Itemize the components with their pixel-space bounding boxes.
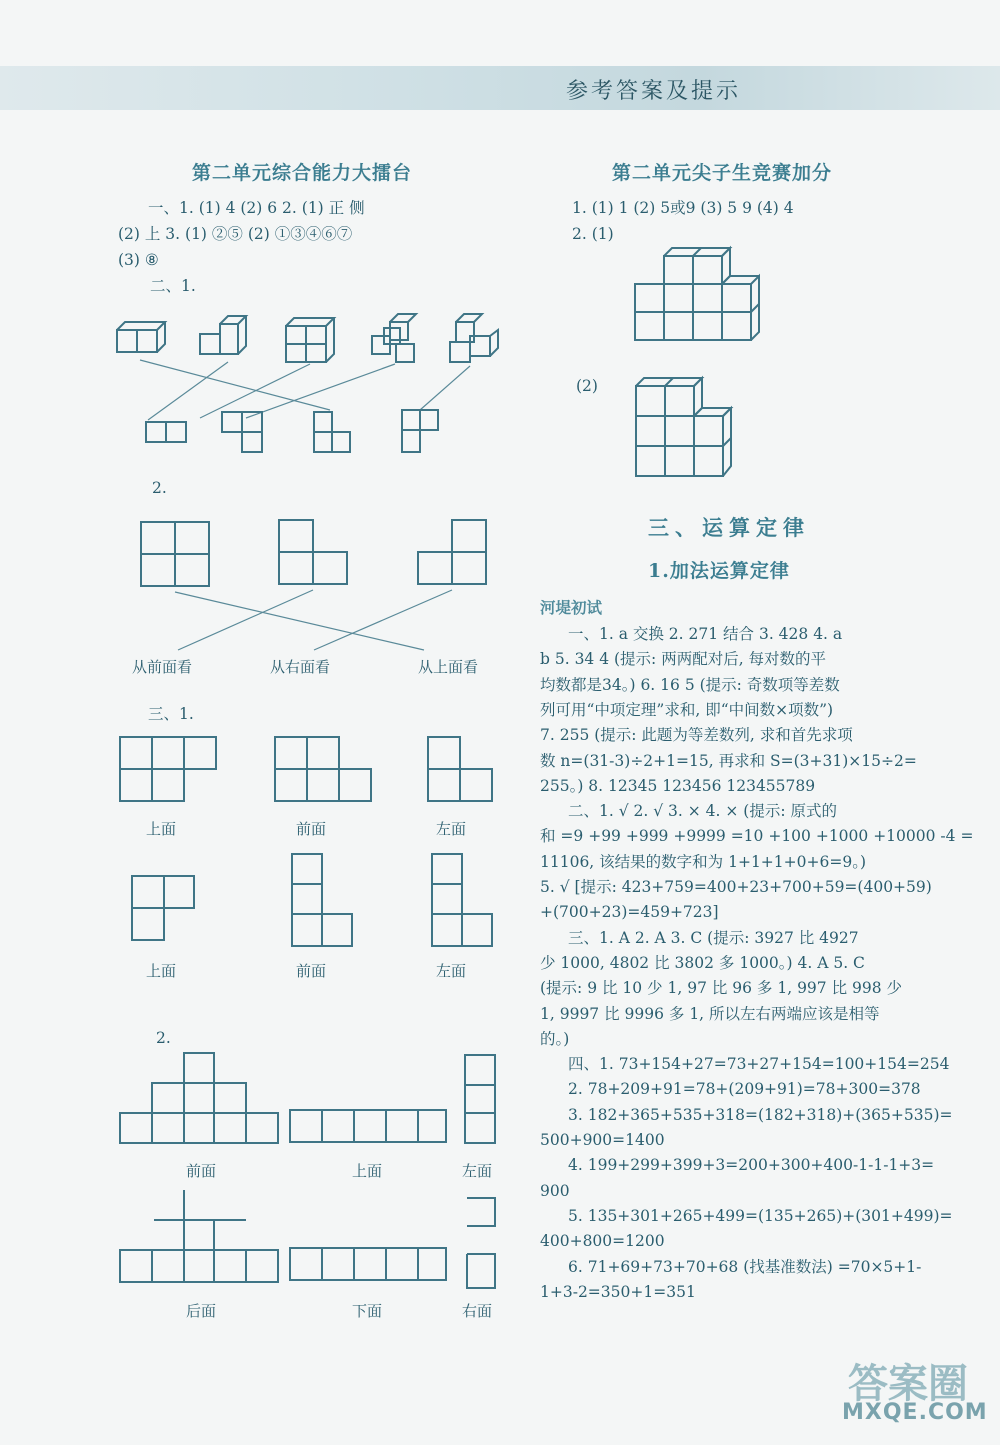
answer-line: 三、1. A 2. A 3. C (提示: 3927 比 4927 [568,928,859,947]
answer-line: +(700+23)=459+723] [540,903,719,922]
answer-line: 4. 199+299+399+3=200+300+400-1-1-1+3= [568,1156,935,1175]
flat-view-2 [222,412,262,452]
left-section-title: 第二单元综合能力大擂台 [192,162,413,184]
answer-line: 1, 9997 比 9996 多 1, 所以左右两端应该是相等 [540,1004,880,1023]
s3q2-r2-label-c: 右面 [462,1302,493,1320]
flat-view-3 [314,412,350,452]
answer-line: 2. 78+209+91=78+(209+91)=78+300=378 [568,1080,921,1099]
cube-figure-5 [450,314,498,362]
flat-view-4 [402,410,438,452]
cube-figure-1 [117,322,165,352]
answer-line: 500+900=1400 [540,1131,665,1149]
chapter-title: 三、运算定律 [648,515,810,540]
right-line-2: 2. (1) [572,225,614,243]
watermark-logo: 答案圈 [848,1361,968,1407]
right-section-title: 第二单元尖子生竞赛加分 [612,162,833,184]
s3q2-bottom [290,1248,446,1280]
left-q2-label: 2. [152,479,167,497]
view-label-right: 从右面看 [270,658,331,676]
s3q2-r1-label-b: 上面 [352,1162,383,1180]
answer-line: 少 1000, 4802 比 3802 多 1000。) 4. A 5. C [540,953,865,972]
answer-line: 11106, 该结果的数字和为 1+1+1+0+6=9。) [540,852,866,871]
cube-figure-3 [286,318,334,362]
view-label-front: 从前面看 [132,658,193,676]
left-line-1: 一、1. (1) 4 (2) 6 2. (1) 正 侧 [148,199,365,217]
s3-r1-label-a: 上面 [146,820,177,838]
page-header-title: 参考答案及提示 [566,79,742,104]
answer-line: 400+800=1200 [540,1232,665,1251]
answer-line: 6. 71+69+73+70+68 (找基准数法) =70×5+1- [568,1257,922,1276]
cube-figure-2 [200,316,246,354]
answer-line: b 5. 34 4 (提示: 两两配对后, 每对数的平 [540,650,827,669]
answer-line: 255。) 8. 12345 123456 123455789 [540,776,816,795]
right-line-1: 1. (1) 1 (2) 5或9 (3) 5 9 (4) 4 [572,199,794,217]
s3q2-back [120,1190,278,1282]
view-q2-a [141,522,209,586]
answer-line: 均数都是34。) 6. 16 5 (提示: 奇数项等差数 [540,675,840,694]
lesson-title: 1.加法运算定律 [648,560,790,582]
left-line-3: (3) ⑧ [118,251,159,269]
s3q2-top [290,1110,446,1142]
answer-line: 四、1. 73+154+27=73+27+154=100+154=254 [568,1055,950,1074]
answer-line: (提示: 9 比 10 少 1, 97 比 96 多 1, 997 比 998 少 [540,979,903,998]
right-line-3: (2) [576,377,598,395]
right-cubes-1 [635,248,759,340]
answer-line: 二、1. √ 2. √ 3. × 4. × (提示: 原式的 [568,802,837,821]
left-line-4: 二、1. [150,277,196,295]
s3q2-r2-label-b: 下面 [352,1302,383,1320]
answer-line: 7. 255 (提示: 此题为等差数列, 求和首先求项 [540,726,853,745]
s3-view-front [275,737,371,801]
answer-line: 3. 182+365+535+318=(182+318)+(365+535)= [568,1105,953,1124]
s3-r2-label-b: 前面 [296,962,327,980]
answer-line: 900 [540,1181,570,1200]
answer-line: 列可用“中项定理”求和, 即“中间数×项数”) [540,700,834,719]
flat-view-1 [146,422,186,442]
view-q2-c [418,520,486,584]
s3q2-r2-label-a: 后面 [186,1302,217,1320]
left-s3q2-label: 2. [156,1029,171,1047]
answer-line: 和 =9 +99 +999 +9999 =10 +100 +1000 +10000 -4 = [540,827,974,846]
answer-line: 的。) [540,1029,570,1048]
s3q2-r1-label-a: 前面 [186,1162,217,1180]
view-label-top: 从上面看 [418,658,479,676]
match-lines-2 [175,590,452,650]
left-s3-label: 三、1. [148,705,194,723]
s3-view2-front [292,854,352,946]
right-cubes-2 [636,378,731,476]
cube-figure-4 [372,314,416,362]
s3q2-front [120,1053,278,1143]
answer-line: 5. √ [提示: 423+759=400+23+700+59=(400+59) [540,878,932,896]
s3-r2-label-a: 上面 [146,962,177,980]
s3q2-right [467,1198,495,1288]
practice-subhead: 河堤初试 [540,598,603,617]
left-line-2: (2) 上 3. (1) ②⑤ (2) ①③④⑥⑦ [118,225,353,243]
answer-line: 5. 135+301+265+499=(135+265)+(301+499)= [568,1206,953,1225]
s3-view-top [120,737,216,801]
s3q2-r1-label-c: 左面 [462,1162,493,1180]
s3-view2-left [432,854,492,946]
s3-view2-top [132,876,194,940]
view-q2-b [279,520,347,584]
answer-line: 1+3-2=350+1=351 [540,1282,696,1301]
s3-view-left [428,737,492,801]
s3-r1-label-c: 左面 [436,820,467,838]
watermark-text: MXQE.COM [842,1400,988,1425]
s3q2-left [465,1055,495,1143]
answer-line: 数 n=(31-3)÷2+1=15, 再求和 S=(3+31)×15÷2= [540,751,917,770]
s3-r1-label-b: 前面 [296,820,327,838]
s3-r2-label-c: 左面 [436,962,467,980]
answer-line: 一、1. a 交换 2. 271 结合 3. 428 4. a [568,625,843,643]
